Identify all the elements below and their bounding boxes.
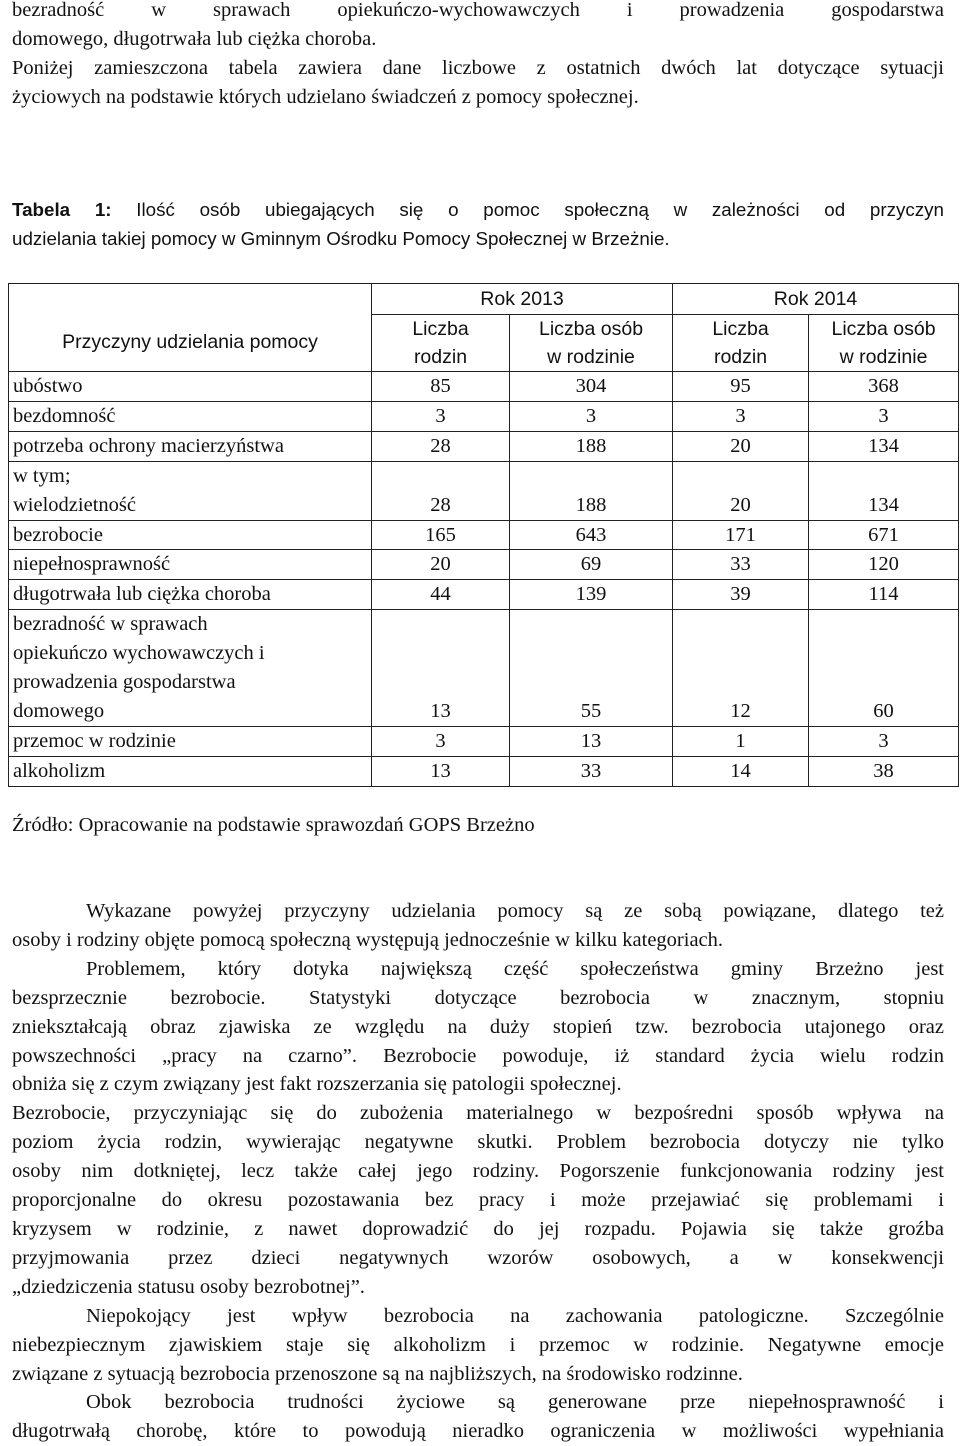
row-value: 12 — [673, 610, 809, 727]
caption-text: Ilość osób ubiegających się o pomoc społeczną w zależności od przyczyn — [136, 199, 945, 220]
body-line: osoby i rodziny objęte pomocą społeczną występują jednocześnie w kilku kategoriach. — [12, 928, 724, 951]
table-row — [9, 372, 959, 402]
table-row — [9, 726, 959, 756]
caption-line — [12, 195, 944, 224]
row-value: 13 — [510, 726, 673, 756]
row-value: 38 — [809, 756, 959, 786]
row-label: bezrobocie — [9, 520, 372, 550]
header-families-2014: Liczba rodzin — [673, 315, 809, 372]
row-label: alkoholizm — [9, 756, 372, 786]
body-line: związane z sytuacją bezrobocia przenoszone są na najbliższych, na środowisko rodzinne. — [12, 1362, 743, 1385]
table-row — [9, 520, 959, 550]
caption-label: Tabela 1: — [12, 199, 112, 220]
table-row — [9, 401, 959, 431]
body-line: poziom życia rodzin, wywierając negatywne skutki. Problem bezrobocia dotyczy nie tylko — [12, 1131, 944, 1154]
row-value: 3 — [809, 401, 959, 431]
body-line: Bezrobocie, przyczyniając się do zubożenia materialnego w bezpośredni sposób wpływa na — [12, 1102, 944, 1125]
row-value: 3 — [372, 726, 510, 756]
body-line: Niepokojący jest wpływ bezrobocia na zachowania patologiczne. Szczególnie — [86, 1304, 944, 1327]
row-value: 33 — [673, 550, 809, 580]
row-value: 134 — [809, 431, 959, 461]
table-row — [9, 580, 959, 610]
body-text — [12, 897, 944, 1446]
row-value: 33 — [510, 756, 673, 786]
table-row — [9, 431, 959, 461]
row-label: bezradność w sprawach opiekuńczo wychowawczych i prowadzenia gospodarstwa domowego — [9, 610, 372, 727]
row-value: 3 — [673, 401, 809, 431]
row-value: 114 — [809, 580, 959, 610]
intro-line: bezradność w sprawach opiekuńczo-wychowawczych i prowadzenia gospodarstwa — [12, 0, 944, 21]
row-value: 368 — [809, 372, 959, 402]
row-value: 20 — [372, 550, 510, 580]
row-value: 85 — [372, 372, 510, 402]
row-value: 44 — [372, 580, 510, 610]
row-value: 28 — [372, 461, 510, 520]
table-row — [9, 550, 959, 580]
table-body — [9, 372, 959, 787]
body-line: Wykazane powyżej przyczyny udzielania pomocy są ze sobą powiązane, dlatego też — [86, 900, 944, 922]
row-value: 3 — [372, 401, 510, 431]
body-line: powszechności „pracy na czarno”. Bezrobocie powoduje, iż standard życia wielu rodzin — [12, 1044, 944, 1067]
body-line: obniża się z czym związany jest fakt rozszerzania się patologii społecznej. — [12, 1073, 622, 1096]
table-header-row — [9, 284, 959, 315]
row-label: potrzeba ochrony macierzyństwa — [9, 431, 372, 461]
body-line: proporcjonalne do okresu pozostawania bez pracy i może przejawiać się problemami i — [12, 1189, 944, 1212]
table-caption — [12, 195, 944, 253]
header-year-2013: Rok 2013 — [372, 284, 673, 315]
row-value: 165 — [372, 520, 510, 550]
intro-line: domowego, długotrwała lub ciężka choroba. — [12, 27, 377, 50]
body-line: długotrwałą chorobę, które to powodują nieradko ograniczenia w możliwości wypełniania — [12, 1420, 944, 1443]
table-row — [9, 756, 959, 786]
row-value: 13 — [372, 610, 510, 727]
row-value: 60 — [809, 610, 959, 727]
row-value: 39 — [673, 580, 809, 610]
row-value: 134 — [809, 461, 959, 520]
row-value: 20 — [673, 431, 809, 461]
row-value: 3 — [510, 401, 673, 431]
row-value: 171 — [673, 520, 809, 550]
body-line: niebezpiecznym zjawiskiem staje się alkoholizm i przemoc w rodzinie. Negatywne emocje — [12, 1333, 944, 1356]
row-value: 13 — [372, 756, 510, 786]
intro-line: życiowych na podstawie których udzielano świadczeń z pomocy społecznej. — [12, 85, 639, 108]
row-value: 120 — [809, 550, 959, 580]
body-line: „dziedziczenia statusu osoby bezrobotnej”. — [12, 1275, 365, 1298]
row-value: 188 — [510, 461, 673, 520]
row-label: ubóstwo — [9, 372, 372, 402]
header-reason: Przyczyny udzielania pomocy — [9, 284, 372, 372]
data-table — [8, 283, 959, 787]
row-value: 28 — [372, 431, 510, 461]
row-label: długotrwała lub ciężka choroba — [9, 580, 372, 610]
row-label: bezdomność — [9, 401, 372, 431]
body-line: kryzysem w rodzinie, z nawet doprowadzić do jej rozpadu. Pojawia się także groźba — [12, 1217, 944, 1240]
intro-line: Poniżej zamieszczona tabela zawiera dane liczbowe z ostatnich dwóch lat dotyczące sytuacji — [12, 56, 944, 79]
intro-paragraph — [12, 0, 944, 112]
row-value: 643 — [510, 520, 673, 550]
row-value: 1 — [673, 726, 809, 756]
row-label: niepełnosprawność — [9, 550, 372, 580]
row-value: 188 — [510, 431, 673, 461]
row-value: 139 — [510, 580, 673, 610]
caption-line: udzielania takiej pomocy w Gminnym Ośrodku Pomocy Społecznej w Brzeżnie. — [12, 228, 670, 249]
row-label: przemoc w rodzinie — [9, 726, 372, 756]
body-line: bezsprzecznie bezrobocie. Statystyki dotyczące bezrobocia w znacznym, stopniu — [12, 986, 944, 1009]
body-line: Obok bezrobocia trudności życiowe są generowane prze niepełnosprawność i — [86, 1391, 944, 1414]
row-label: w tym; wielodzietność — [9, 461, 372, 520]
row-value: 671 — [809, 520, 959, 550]
row-value: 3 — [809, 726, 959, 756]
header-families-2013: Liczba rodzin — [372, 315, 510, 372]
header-year-2014: Rok 2014 — [673, 284, 959, 315]
row-value: 95 — [673, 372, 809, 402]
table-row — [9, 461, 959, 520]
body-line: przyjmowania przez dzieci negatywnych wzorów osobowych, a w konsekwencji — [12, 1246, 944, 1269]
body-line: zniekształcają obraz zjawiska ze względu na duży stopień tzw. bezrobocia utajonego oraz — [12, 1015, 944, 1038]
body-line: osoby nim dotkniętej, lecz także całej jego rodziny. Pogorszenie funkcjonowania rodziny jest — [12, 1160, 944, 1183]
row-value: 304 — [510, 372, 673, 402]
row-value: 55 — [510, 610, 673, 727]
row-value: 20 — [673, 461, 809, 520]
row-value: 14 — [673, 756, 809, 786]
body-line: Problemem, który dotyka największą część społeczeństwa gminy Brzeżno jest — [86, 957, 944, 980]
table-row — [9, 610, 959, 727]
source-note: Źródło: Opracowanie na podstawie sprawozdań GOPS Brzeżno — [12, 814, 535, 836]
header-persons-2014: Liczba osób w rodzinie — [809, 315, 959, 372]
header-persons-2013: Liczba osób w rodzinie — [510, 315, 673, 372]
row-value: 69 — [510, 550, 673, 580]
